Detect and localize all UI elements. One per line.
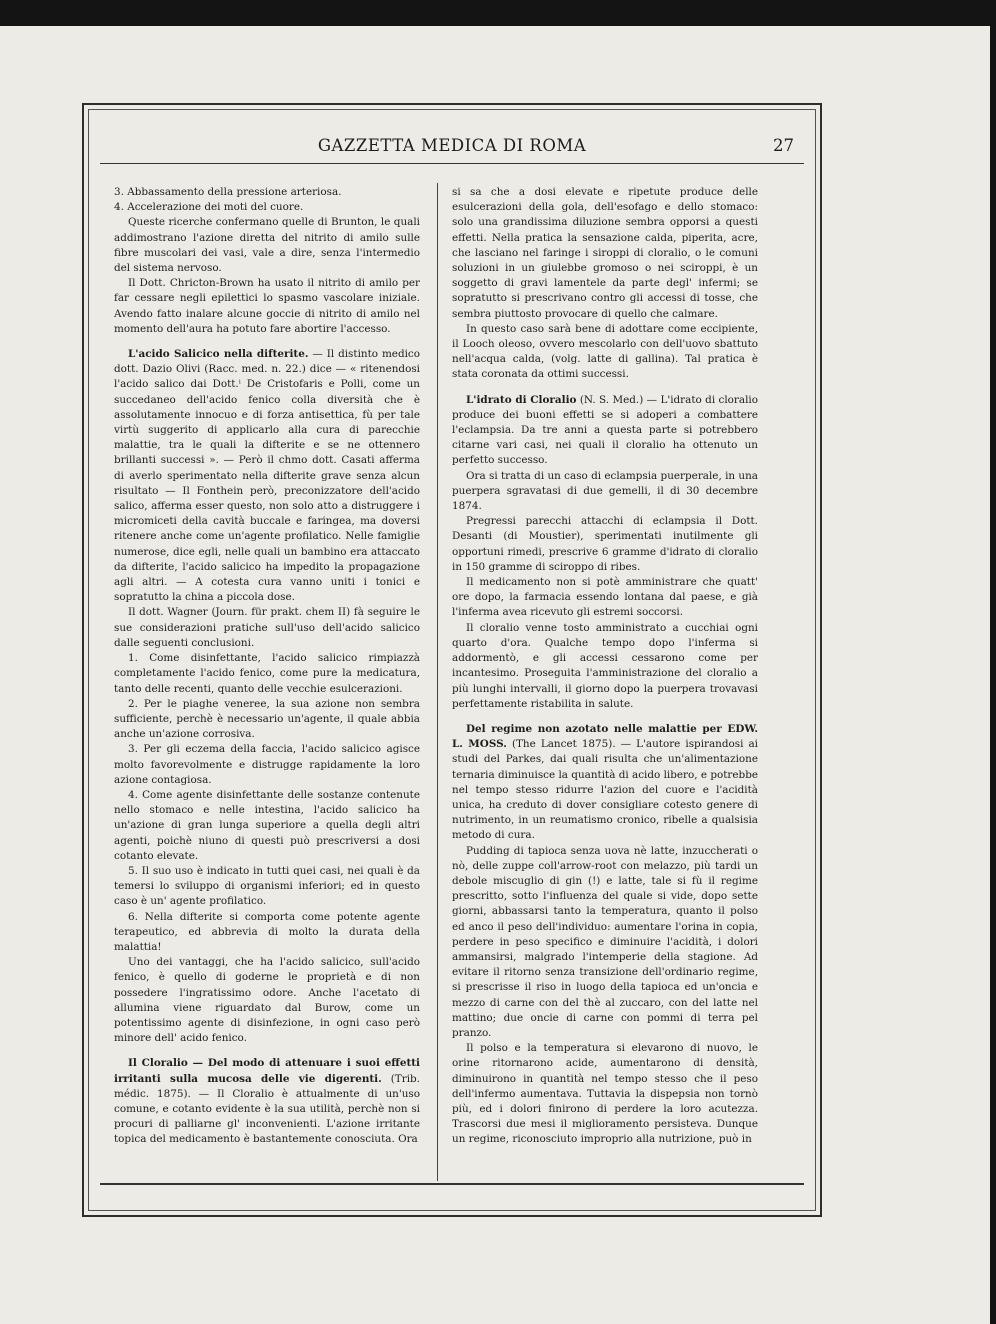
scan-top-border — [0, 0, 996, 26]
paragraph: In questo caso sarà bene di adottare come eccipiente, il Looch oleoso, ovvero mescolarlo con dell'uovo sbattuto nell'acqua calda, (volg. latte di gallina). Tal pratica è stata coronata da ottimi successi. — [452, 322, 758, 381]
article-salicico: L'acido Salicico nella difterite. — Il distinto medico dott. Dazio Olivi (Racc. med. n. 22.) dice — « ritenendosi l'acido salico dai Dott.ⁱ De Cristofaris e Polli, come un succedaneo dell'acido fenico colla diversità che è assolutamente innocuo e di forza antisettica, fù per tale virtù suggerito di applicarlo alla cura di parecchie malattie, tra le quali la difterite e se ne ottennero brillanti successi ». — Però il chmo dott. Casati afferma di averlo sperimentato nella difterite grave senza alcun risultato — Il Fonthein però, preconizzatore dell'acido salico, afferma esser questo, non solo atto a distruggere i micromiceti della cavità buccale e faringea, ma doversi ritenere anche come un'agente profilatico. Nelle famiglie numerose, dice egli, nelle quali un bambino era attaccato da difterite, l'acido salicico ha impedito la propagazione agli altri. — A cotesta cura vanno uniti i tonici e sopratutto la china a piccola dose. — [114, 348, 420, 604]
left-column — [114, 185, 420, 1148]
article-cloralio: Il Cloralio — Del modo di attenuare i suoi effetti irritanti sulla mucosa delle vie digerenti. (Trib. médic. 1875). — Il Cloralio è attualmente di un'uso comune, e cotanto evidente è la sua utilità, perchè non si procuri di palliarne gl' inconvenienti. L'azione irritante topica del medicamento è bastantemente conosciuta. Ora — [114, 1057, 420, 1146]
paragraph: 4. Come agente disinfettante delle sostanze contenute nello stomaco e nelle intestina, l'acido salicico ha un'azione di gran lunga superiore a quella degli altri agenti, poichè niuno di questi può prescriversi a dosi cotanto elevate. — [114, 788, 420, 862]
paragraph: 1. Come disinfettante, l'acido salicico rimpiazzà completamente l'acido fenico, come pure la medicatura, tanto delle recenti, quanto delle vecchie esulcerazioni. — [114, 652, 420, 695]
paragraph: Uno dei vantaggi, che ha l'acido salicico, sull'acido fenico, è quello di goderne le proprietà e di non possedere l'ingratissimo odore. Anche l'acetato di allumina viene riguardato dal Burow, come un potentissimo agente di disinfezione, in ogni caso però minore dell' acido fenico. — [114, 956, 420, 1045]
paragraph: Queste ricerche confermano quelle di Brunton, le quali addimostrano l'azione diretta del nitrito di amilo sulle fibre muscolari dei vasi, vale a dire, senza l'intermedio del sistema nervoso. — [114, 216, 420, 275]
paragraph: 4. Accelerazione dei moti del cuore. — [114, 201, 304, 214]
article-heading: L'idrato di Cloralio — [466, 393, 577, 406]
paragraph: Il medicamento non si potè amministrare che quatt' ore dopo, la farmacia essendo lontana dal paese, e già l'inferma avea ricevuto gli estremi soccorsi. — [452, 576, 758, 619]
article-heading: L'acido Salicico nella difterite. — [128, 348, 309, 361]
paragraph: Pregressi parecchi attacchi di eclampsia il Dott. Desanti (di Moustier), sperimentati inutilmente gli opportuni rimedi, prescrive 6 gramme d'idrato di cloralio in 150 gramme di sciroppo di ribes. — [452, 515, 758, 573]
right-column — [452, 185, 758, 1148]
scan-right-border — [990, 0, 996, 1324]
article-heading: Del regime non azotato nelle malattie per EDW. L. MOSS. — [452, 722, 758, 751]
paragraph: si sa che a dosi elevate e ripetute produce delle esulcerazioni della gola, dell'esofago e dello stomaco: solo una grandissima diluzione sembra opporsi a questi effetti. Nella pratica la sensazione calda, piperita, acre, che lasciano nel faringe i siroppi di cloralio, o le comuni soluzioni in un giulebbe gromoso o nei sciroppi, è un soggetto di gravi lamentele da parte degl' infermi; se sopratutto si prescrivano contro gli accessi di tosse, che sembra piuttosto provocare di quello che calmare. — [452, 186, 758, 320]
paragraph: Il Dott. Chricton-Brown ha usato il nitrito di amilo per far cessare negli epilettici lo spasmo vascolare iniziale. Avendo fatto inalare alcune goccie di nitrito di amilo nel momento dell'aura ha potuto fare abortire l'accesso. — [114, 277, 420, 335]
paragraph: Il dott. Wagner (Journ. für prakt. chem II) fà seguire le sue considerazioni pratiche sull'uso dell'acido salicico dalle seguenti conclusioni. — [114, 606, 420, 649]
paragraph: 6. Nella difterite si comporta come potente agente terapeutico, ed abbrevia di molto la durata della malattia! — [114, 910, 420, 953]
paragraph: 3. Per gli eczema della faccia, l'acido salicico agisce molto favorevolmente e distrugge rapidamente la loro azione contagiosa. — [114, 743, 420, 786]
page-number: 27 — [773, 136, 794, 155]
article-idrato-cloralio: L'idrato di Cloralio (N. S. Med.) — L'idrato di cloralio produce dei buoni effetti se si adoperi a combattere l'eclampsia. Da tre anni a questa parte si potrebbero citarne vari casi, nei quali il cloralio ha ottenuto un perfetto successo. — [452, 393, 758, 467]
article-heading: Il Cloralio — Del modo di attenuare i suoi effetti irritanti sulla mucosa delle vie digerenti. — [114, 1057, 420, 1085]
paragraph: 5. Il suo uso è indicato in tutti quei casi, nei quali è da temersi lo sviluppo di organismi inferiori; ed in questo caso è un' agente profilatico. — [114, 864, 420, 908]
paragraph: Ora si tratta di un caso di eclampsia puerperale, in una puerpera sgravatasi di due gemelli, il di 30 decembre 1874. — [452, 469, 758, 513]
paragraph: Il cloralio venne tosto amministrato a cucchiai ogni quarto d'ora. Qualche tempo dopo l'inferma si addormentò, e gli accessi cessarono come per incantesimo. Proseguita l'amministrazione del cloralio a più lunghi intervalli, il giorno dopo la puerpera trovavasi perfettamente ristabilita in salute. — [452, 621, 758, 710]
article-regime: Del regime non azotato nelle malattie per EDW. L. MOSS. (The Lancet 1875). — L'autore ispirandosi ai studi del Parkes, dai quali risulta che un'alimentazione ternaria diminuisce la quantità di acido libero, e potrebbe nel tempo stesso ridurre l'azion del cuore e l'acidità unica, ha creduto di dover consigliare cotesto genere di nutrimento, in un reumatismo cronico, ribelle a qualsisia metodo di cura. — [452, 722, 759, 842]
header-rule — [100, 163, 804, 164]
paragraph: Il polso e la temperatura si elevarono di nuovo, le orine ritornarono acide, aumentarono di densità, diminuirono in quantità nel tempo stesso che il peso dell'infermo aumentava. Tuttavia la dispepsia non tornò più, ed i dolori finirono di perdere la loro acutezza. Trascorsi due mesi il miglioramento persisteva. Dunque un regime, riconosciuto improprio alla nutrizione, può in — [452, 1042, 758, 1146]
paragraph: 3. Abbassamento della pressione arteriosa. — [114, 186, 342, 198]
paragraph: 2. Per le piaghe veneree, la sua azione non sembra sufficiente, perchè è necessario un'agente, il quale abbia anche un'azione corrosiva. — [114, 697, 420, 741]
column-divider — [437, 183, 438, 1181]
journal-title: GAZZETTA MEDICA DI ROMA — [317, 136, 587, 155]
page-frame — [82, 103, 822, 1217]
footer-rule — [100, 1183, 804, 1185]
paragraph: Pudding di tapioca senza uova nè latte, inzuccherati o nò, delle zuppe coll'arrow-root con melazzo, più tardi un debole miscuglio di gin (!) e latte, tale si fù il regime prescritto, sotto l'influenza del quale si vide, dopo sette giorni, abbassarsi tanto la temperatura, quanto il polso ed anco il peso dell'individuo: aumentare l'orina in copia, perdere in peso specifico e diminuire l'acidità, i dolori ammansirsi, malgrado l'intemperie della stagione. Ad evitare il ritorno senza transizione dell'ordinario regime, si prescrisse il riso in luogo della tapioca ed un'oncia e mezzo di carne con del thè al zuccaro, con del latte nel mattino; due oncie di carne con pommi di terra pel pranzo. — [452, 844, 758, 1039]
